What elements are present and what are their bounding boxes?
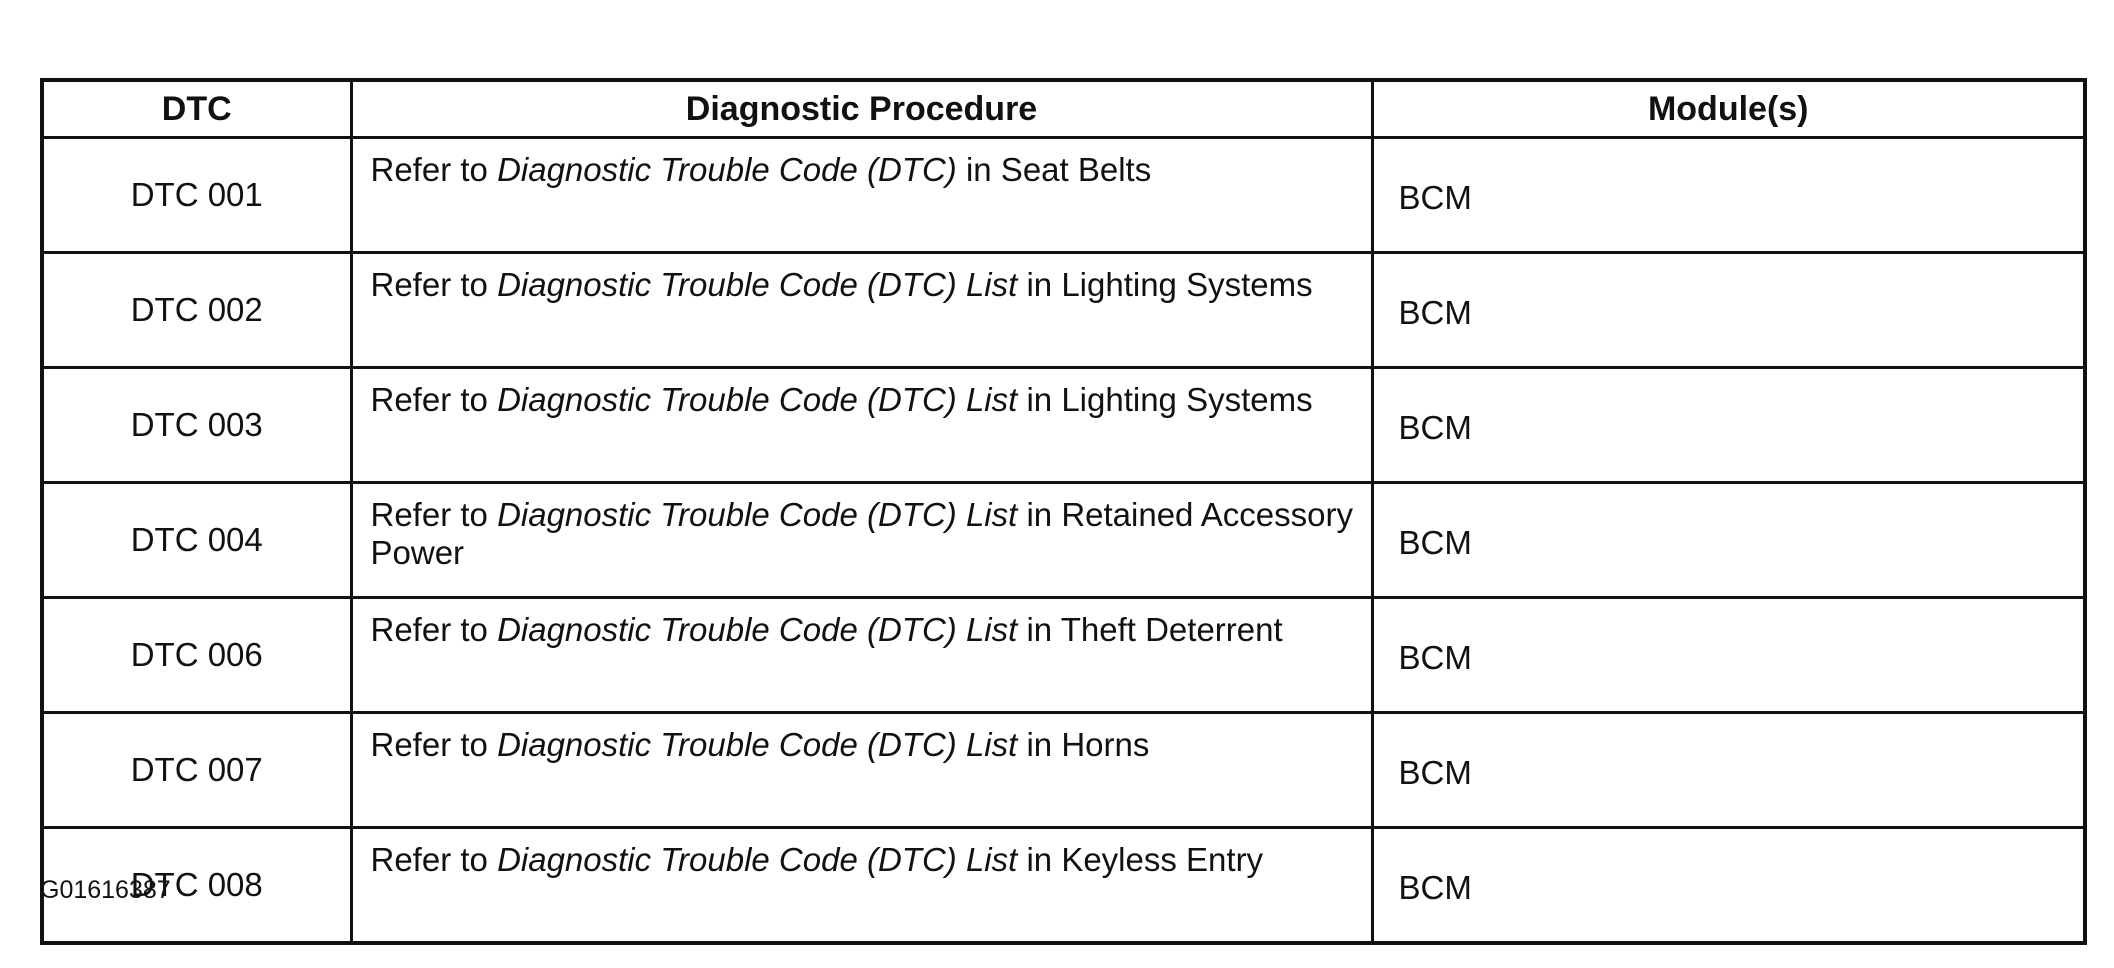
dtc-code-cell: DTC 006 bbox=[42, 598, 351, 713]
module-cell: BCM bbox=[1372, 253, 2085, 368]
procedure-reference: Diagnostic Trouble Code (DTC) List bbox=[497, 841, 1018, 878]
module-cell: BCM bbox=[1372, 713, 2085, 828]
dtc-code-cell: DTC 008 bbox=[42, 828, 351, 944]
module-cell: BCM bbox=[1372, 368, 2085, 483]
procedure-suffix: in Lighting Systems bbox=[1017, 266, 1313, 303]
table-row bbox=[42, 598, 2085, 713]
procedure-cell bbox=[351, 713, 1372, 828]
dtc-code-cell: DTC 001 bbox=[42, 138, 351, 253]
procedure-cell bbox=[351, 138, 1372, 253]
table-header-row bbox=[42, 80, 2085, 138]
procedure-cell bbox=[351, 483, 1372, 598]
dtc-code-cell: DTC 003 bbox=[42, 368, 351, 483]
procedure-cell bbox=[351, 368, 1372, 483]
procedure-reference: Diagnostic Trouble Code (DTC) List bbox=[497, 266, 1018, 303]
procedure-prefix: Refer to bbox=[370, 266, 498, 303]
procedure-prefix: Refer to bbox=[370, 726, 498, 763]
figure-id: G01616387 bbox=[40, 876, 171, 904]
procedure-prefix: Refer to bbox=[370, 841, 498, 878]
table-row bbox=[42, 713, 2085, 828]
procedure-prefix: Refer to bbox=[370, 496, 498, 533]
header-dtc: DTC bbox=[42, 80, 351, 138]
procedure-suffix: in Theft Deterrent bbox=[1017, 611, 1283, 648]
procedure-reference: Diagnostic Trouble Code (DTC) List bbox=[497, 611, 1018, 648]
module-cell: BCM bbox=[1372, 483, 2085, 598]
procedure-suffix: in Keyless Entry bbox=[1017, 841, 1264, 878]
procedure-cell bbox=[351, 253, 1372, 368]
table-row bbox=[42, 253, 2085, 368]
dtc-code-cell: DTC 007 bbox=[42, 713, 351, 828]
module-cell: BCM bbox=[1372, 828, 2085, 944]
procedure-prefix: Refer to bbox=[370, 381, 498, 418]
procedure-cell bbox=[351, 828, 1372, 944]
procedure-reference: Diagnostic Trouble Code (DTC) List bbox=[497, 381, 1018, 418]
procedure-reference: Diagnostic Trouble Code (DTC) List bbox=[497, 496, 1018, 533]
module-cell: BCM bbox=[1372, 598, 2085, 713]
dtc-code-cell: DTC 004 bbox=[42, 483, 351, 598]
header-modules: Module(s) bbox=[1372, 80, 2085, 138]
table-row bbox=[42, 483, 2085, 598]
module-cell: BCM bbox=[1372, 138, 2085, 253]
procedure-cell bbox=[351, 598, 1372, 713]
procedure-reference: Diagnostic Trouble Code (DTC) List bbox=[497, 726, 1018, 763]
procedure-prefix: Refer to bbox=[370, 611, 498, 648]
procedure-suffix: in Retained Accessory Power bbox=[370, 496, 1353, 571]
table-row bbox=[42, 368, 2085, 483]
procedure-reference: Diagnostic Trouble Code (DTC) bbox=[497, 151, 957, 188]
header-diagnostic-procedure: Diagnostic Procedure bbox=[351, 80, 1372, 138]
procedure-suffix: in Lighting Systems bbox=[1017, 381, 1313, 418]
procedure-prefix: Refer to bbox=[370, 151, 498, 188]
dtc-code-cell: DTC 002 bbox=[42, 253, 351, 368]
table-row bbox=[42, 828, 2085, 944]
table-row bbox=[42, 138, 2085, 253]
dtc-table bbox=[40, 78, 2087, 945]
procedure-suffix: in Horns bbox=[1017, 726, 1150, 763]
procedure-suffix: in Seat Belts bbox=[956, 151, 1152, 188]
